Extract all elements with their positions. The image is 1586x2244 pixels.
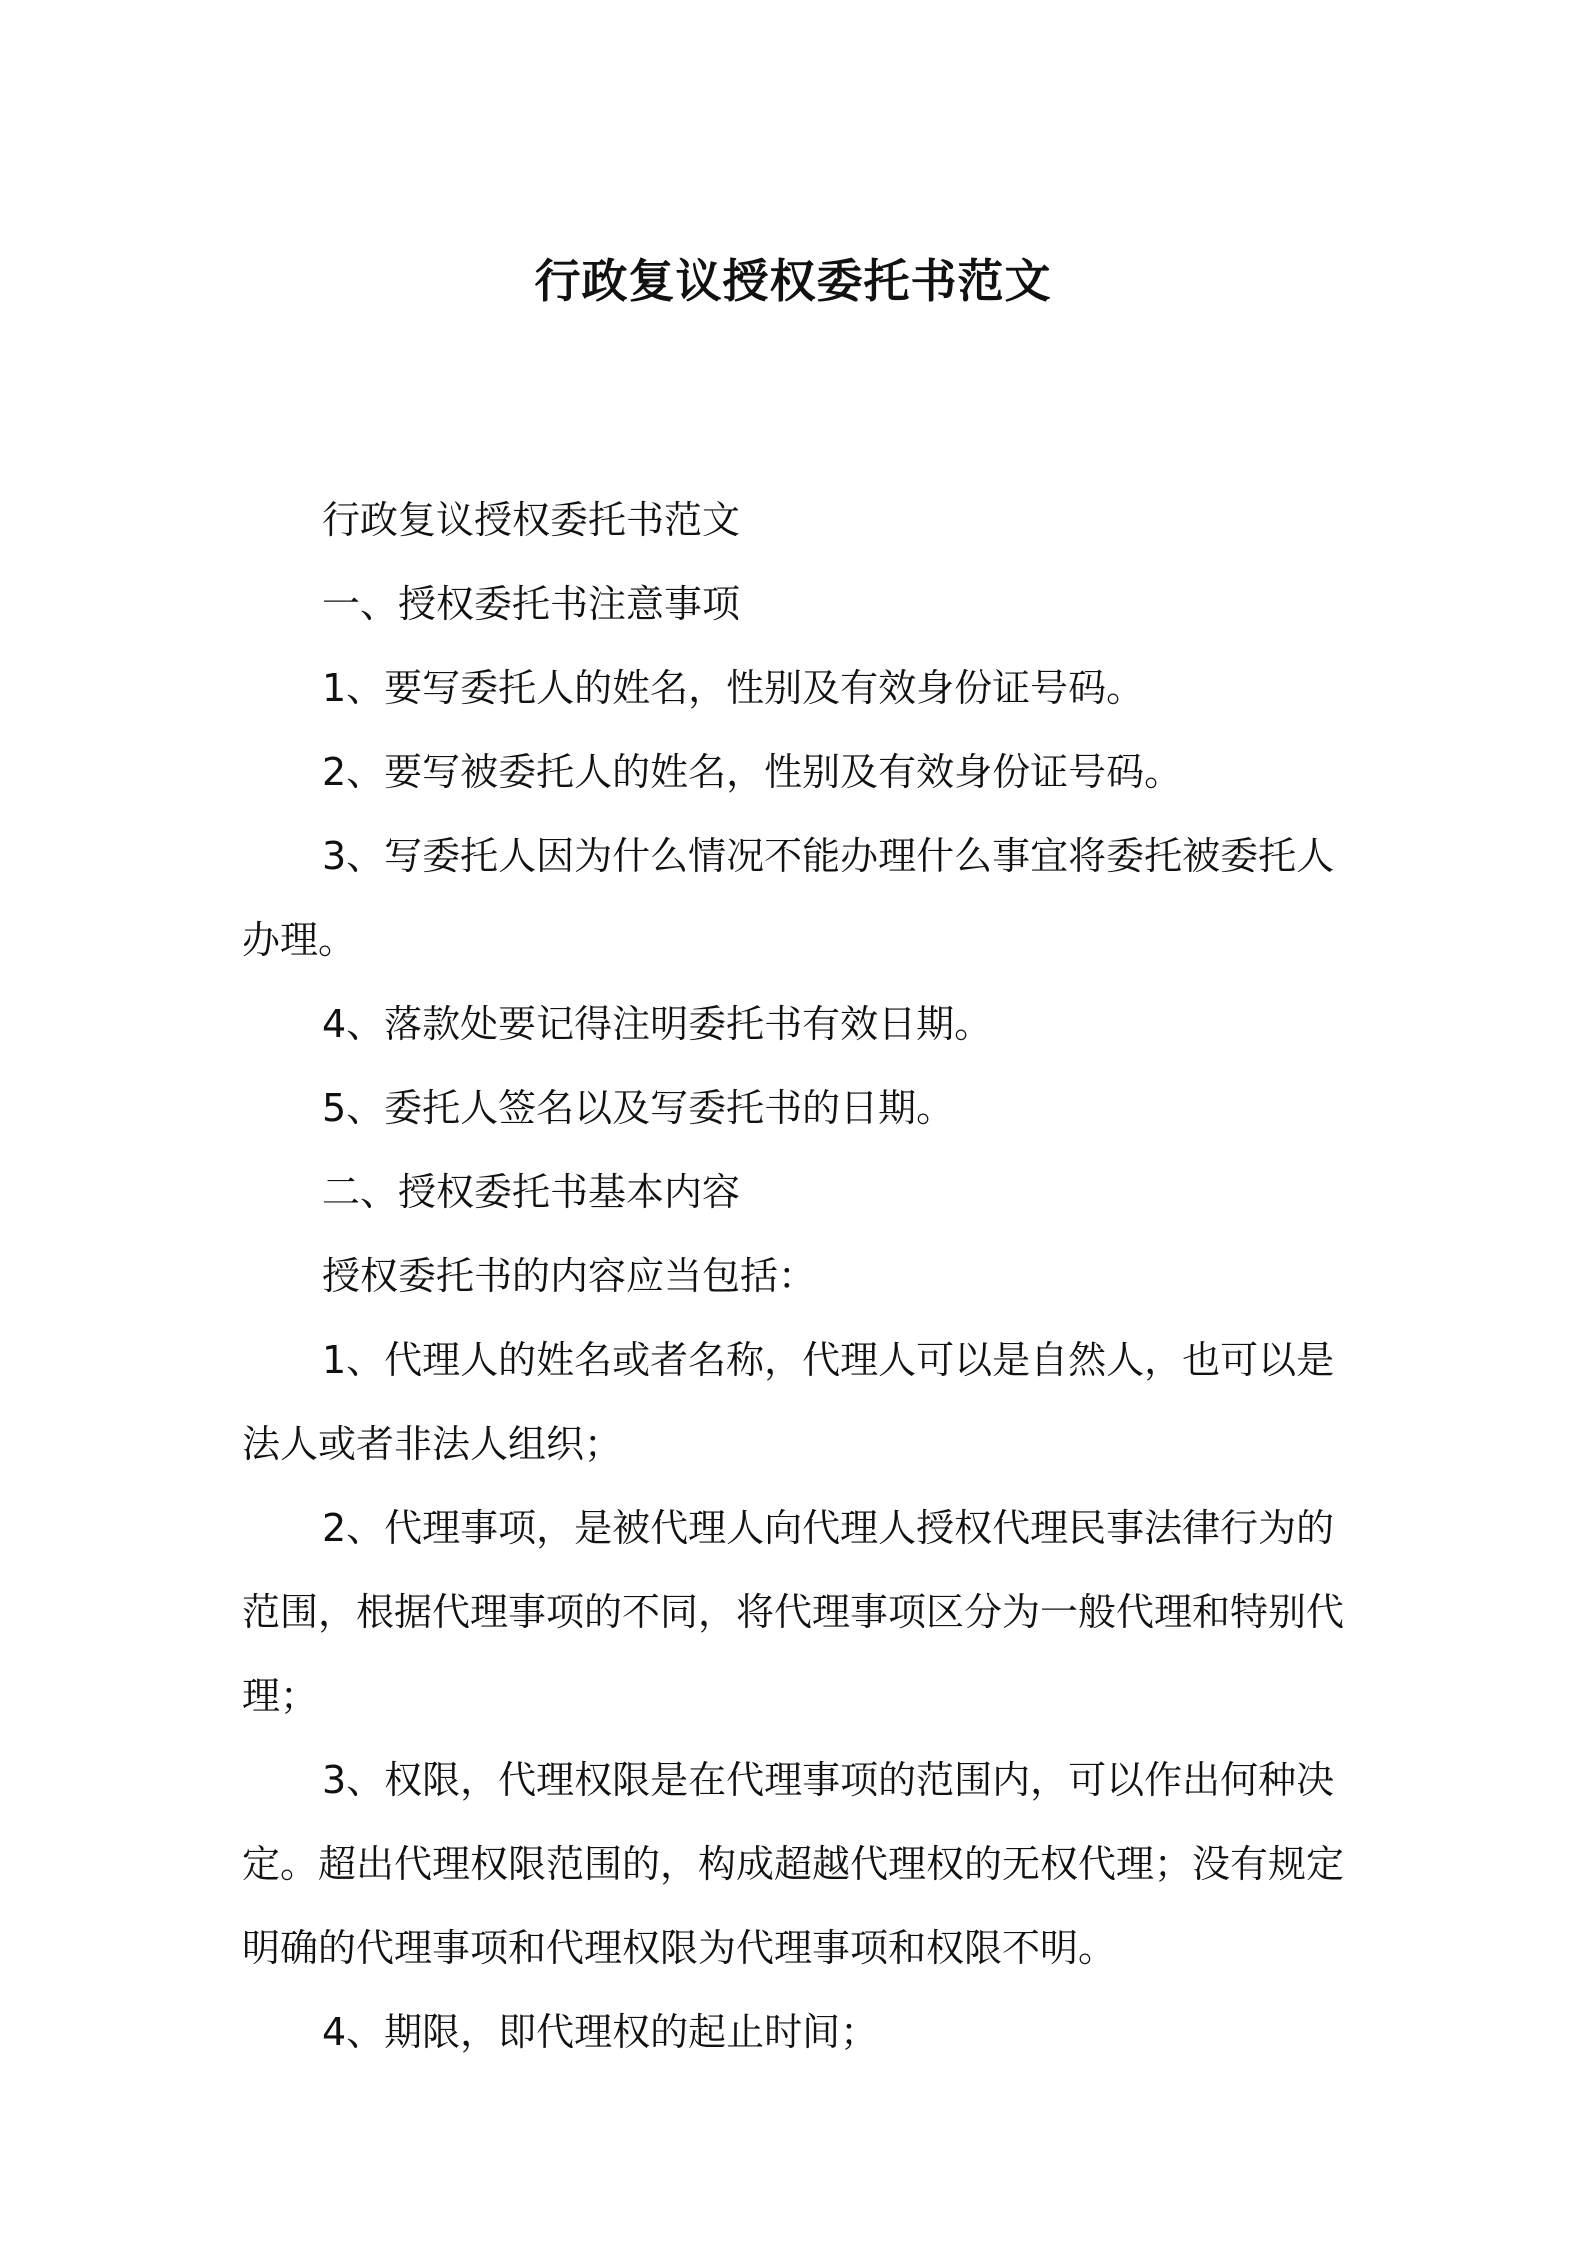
paragraph-content-intro: 授权委托书的内容应当包括： [322,1254,817,1298]
paragraph-note-1: 1、要写委托人的姓名，性别及有效身份证号码。 [322,666,1145,710]
paragraph-note-2: 2、要写被委托人的姓名，性别及有效身份证号码。 [322,750,1183,794]
document-body [242,478,1352,2074]
section-heading-content: 二、授权委托书基本内容 [322,1170,741,1214]
paragraph-content-4: 4、期限，即代理权的起止时间； [322,2010,879,2054]
paragraph-heading: 行政复议授权委托书范文 [322,498,741,542]
paragraph-content-3: 3、权限，代理权限是在代理事项的范围内，可以作出何种决定。超出代理权限范围的，构成超越代理权的无权代理；没有规定明确的代理事项和代理权限为代理事项和权限不明。 [242,1758,1345,1970]
paragraph-content-2: 2、代理事项，是被代理人向代理人授权代理民事法律行为的范围，根据代理事项的不同，将代理事项区分为一般代理和特别代理； [242,1506,1345,1718]
paragraph-note-5: 5、委托人签名以及写委托书的日期。 [322,1086,955,1130]
section-heading-notes: 一、授权委托书注意事项 [322,582,741,626]
paragraph-note-3: 3、写委托人因为什么情况不能办理什么事宜将委托被委托人办理。 [242,834,1335,962]
paragraph-content-1: 1、代理人的姓名或者名称，代理人可以是自然人，也可以是法人或者非法人组织； [242,1338,1335,1466]
paragraph-note-4: 4、落款处要记得注明委托书有效日期。 [322,1002,993,1046]
document-title: 行政复议授权委托书范文 [534,254,1052,308]
